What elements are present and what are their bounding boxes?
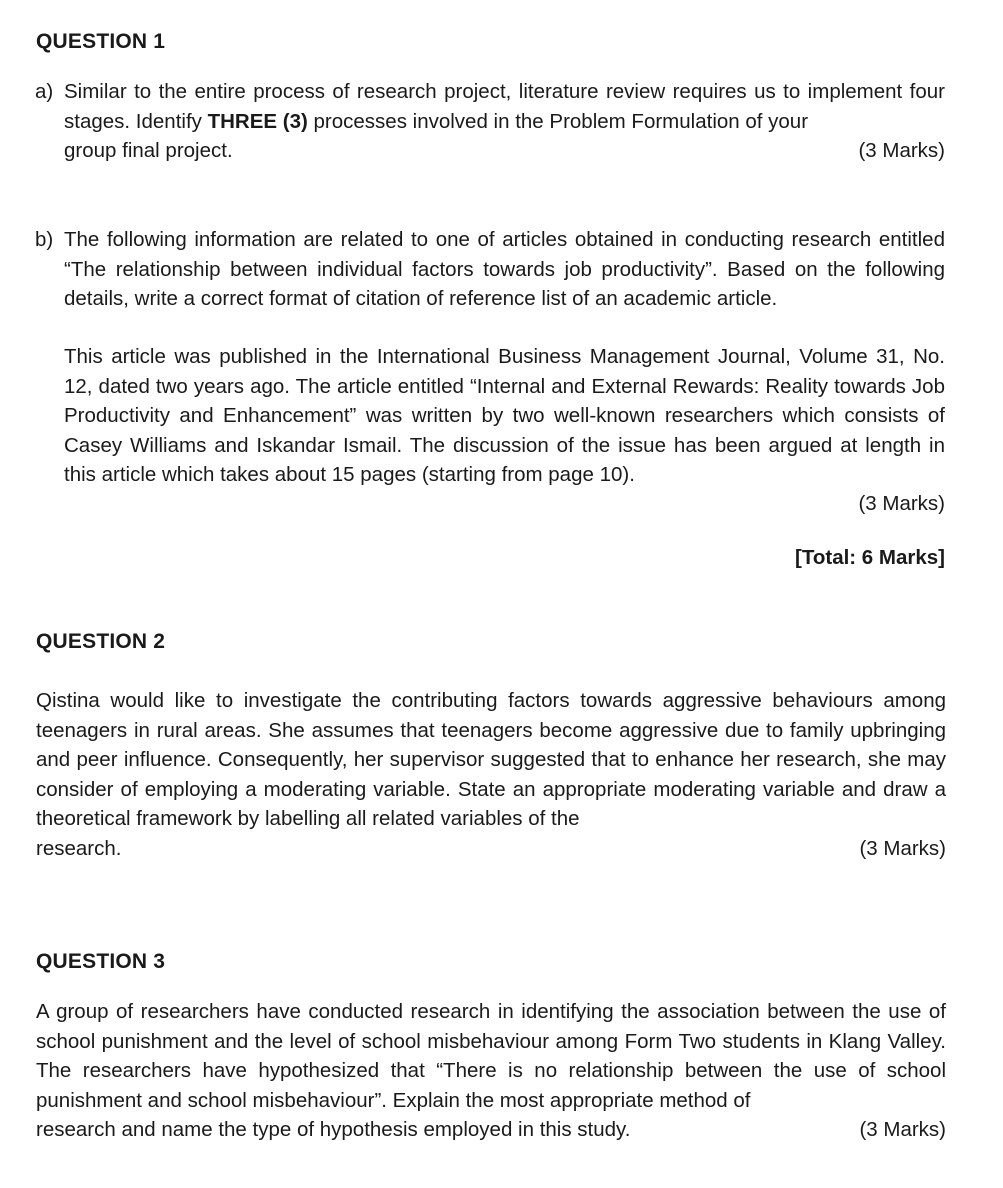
q2-last-line [36,834,946,864]
q1a-last-line [64,136,945,166]
q1a-last-line-text: group final project. [64,139,233,162]
q3-body: A group of researchers have conducted research in identifying the association between the use of school punishment and the level of school misbehaviour among Form Two students in Klang Valley. The researchers have hypothesized that “There is no relationship between the use of school punishment and school misbehaviour”. Explain the most appropriate method of [36,1000,946,1112]
question-3-heading: QUESTION 3 [36,950,166,973]
q2-text [36,686,946,863]
q1b-detail-body: This article was published in the International Business Management Journal, Volume 31, No. 12, dated two years ago. The article entitled “Internal and External Rewards: Reality towards Job Productivity and Enhancement” was written by two well-known researchers which consists of Casey Williams and Iskandar Ismail. The discussion of the issue has been argued at length in this article which takes about 15 pages (starting from page 10). [64,345,945,486]
q2-marks: (3 Marks) [859,836,946,860]
q1a-text-pre: Similar to the entire process of research project, literature review requires us to implement four stages. Identify [64,80,945,133]
q2-last-line-text: research. [36,836,122,860]
q3-marks: (3 Marks) [859,1118,946,1141]
q1a-label: a) [35,80,54,103]
q3-text [36,997,946,1145]
question-2-heading: QUESTION 2 [36,630,166,653]
q1b-detail [64,342,945,490]
q1a-text [64,77,945,166]
q1b-marks: (3 Marks) [858,492,945,515]
q3-last-line [36,1115,946,1145]
q1a-text-post: processes involved in the Problem Formulation of your [307,109,809,133]
q1a-marks: (3 Marks) [858,139,945,162]
q1b-label: b) [35,228,54,251]
q1a-body [64,77,945,136]
q2-body: Qistina would like to investigate the contributing factors towards aggressive behaviours among teenagers in rural areas. She assumes that teenagers become aggressive due to family upbringing and peer influence. Consequently, her supervisor suggested that to enhance her research, she may consider of employing a moderating variable. State an appropriate moderating variable and draw a theoretical framework by labelling all related variables of the [36,689,946,830]
q1a-text-bold: THREE (3) [207,109,308,133]
question-1-heading: QUESTION 1 [36,30,166,53]
q1b-body: The following information are related to one of articles obtained in conducting research entitled “The relationship between individual factors towards job productivity”. Based on the following details, write a correct format of citation of reference list of an academic article. [64,228,945,310]
q3-last-line-text: research and name the type of hypothesis employed in this study. [36,1118,631,1141]
q1b-text [64,225,945,314]
q1-total: [Total: 6 Marks] [795,546,945,569]
